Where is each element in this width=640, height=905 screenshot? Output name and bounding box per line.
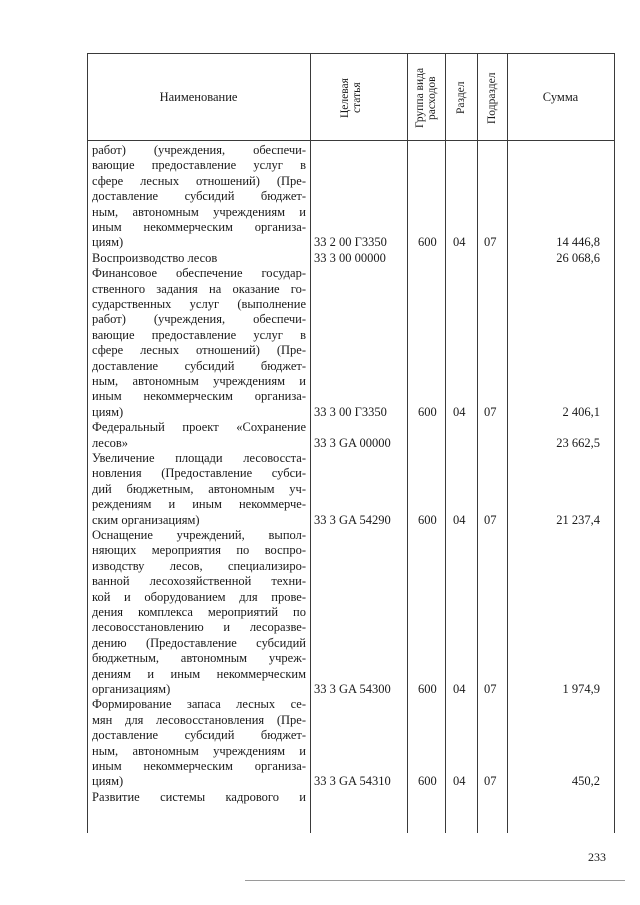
section-code: 04 (453, 235, 466, 250)
amount: 21 237,4 (556, 512, 600, 527)
entry-text-line: реждениям и иным некоммерче- (92, 497, 306, 512)
amount: 14 446,8 (556, 235, 600, 250)
subsection-code: 07 (484, 235, 497, 250)
amount: 23 662,5 (556, 435, 600, 450)
entry-text-line: иным некоммерческим организа- (92, 220, 306, 234)
target-code: 33 3 00 Г3350 (314, 404, 387, 419)
expense-group: 600 (418, 774, 437, 789)
entry-text-line: дий бюджетным, автономным уч- (92, 481, 306, 496)
subsection-code: 07 (484, 774, 497, 789)
entry-text-line: дениям и иным некоммерческим (92, 666, 306, 681)
entry-text-line: ным, автономным учреждениям и (92, 374, 306, 388)
entry-text-line: циям) (92, 404, 124, 419)
section-code: 04 (453, 404, 466, 419)
amount: 1 974,9 (562, 682, 600, 696)
entry-text-line: работ) (учреждения, обеспечи- (92, 312, 306, 327)
entry-text-line: ственного задания на оказание го- (92, 281, 306, 296)
header-name: Наименование (159, 90, 238, 104)
entry-text-line: Формирование запаса лесных се- (92, 697, 306, 712)
target-code: 33 3 GA 00000 (314, 435, 391, 450)
subsection-code: 07 (484, 682, 497, 696)
entry-text-line: циям) (92, 235, 124, 250)
header-expense-group: Группа вида расходов (414, 67, 438, 129)
entry-text-line: Оснащение учреждений, выпол- (92, 528, 306, 542)
table-divider-code (310, 53, 311, 833)
entry-text-line: доставление субсидий бюджет- (92, 358, 306, 373)
subsection-code: 07 (484, 404, 497, 419)
entry-text-line: новления (Предоставление субси- (92, 466, 306, 481)
entry-text-line: иным некоммерческим организа- (92, 389, 306, 404)
amount: 26 068,6 (556, 250, 600, 265)
entry-text-line: сударственных услуг (выполнение (92, 297, 306, 311)
entry-text-line: вающие предоставление услуг в (92, 158, 306, 173)
entry-text-line: кой и оборудованием для прове- (92, 589, 306, 604)
entry-text-line: Воспроизводство лесов (92, 250, 218, 265)
expense-group: 600 (418, 682, 437, 696)
entry-text-line: вающие предоставление услуг в (92, 327, 306, 342)
expense-group: 600 (418, 512, 437, 527)
header-section: Раздел (455, 81, 467, 115)
entry-text-line: ным, автономным учреждениям и (92, 743, 306, 758)
target-code: 33 2 00 Г3350 (314, 235, 387, 250)
target-code: 33 3 GA 54310 (314, 774, 391, 789)
entry-text-line: бюджетным, автономным учреж- (92, 651, 306, 666)
table-divider-subsection (477, 53, 478, 833)
header-target: Целевая статья (339, 78, 363, 118)
entry-text-line: мян для лесовосстановления (Пре- (92, 712, 306, 727)
amount: 2 406,1 (562, 404, 600, 419)
entry-text-line: изводству лесов, специализиро- (92, 558, 306, 573)
expense-group: 600 (418, 235, 437, 250)
entry-text-line: доставление субсидий бюджет- (92, 728, 306, 743)
entry-text-line: Развитие системы кадрового и (92, 789, 306, 804)
table-divider-section (445, 53, 446, 833)
section-code: 04 (453, 512, 466, 527)
target-code: 33 3 GA 54290 (314, 512, 391, 527)
entry-text-line: ным, автономным учреждениям и (92, 204, 306, 219)
table-border-left (87, 53, 88, 833)
table-header-border (87, 140, 614, 141)
entry-text-line: лесов» (92, 435, 129, 450)
target-code: 33 3 00 00000 (314, 250, 386, 265)
entry-text-line: доставление субсидий бюджет- (92, 189, 306, 204)
entry-text-line: сфере лесных отношений) (Пре- (92, 343, 306, 358)
entry-text-line: циям) (92, 774, 124, 789)
entry-text-line: иным некоммерческим организа- (92, 759, 306, 773)
amount: 450,2 (571, 774, 600, 789)
entry-text-line: Финансовое обеспечение государ- (92, 266, 306, 281)
subsection-code: 07 (484, 512, 497, 527)
table-divider-group (407, 53, 408, 833)
section-code: 04 (453, 774, 466, 789)
entry-text-line: лесовосстановлению и лесоразве- (92, 620, 306, 635)
entry-text-line: сфере лесных отношений) (Пре- (92, 173, 306, 188)
target-code: 33 3 GA 54300 (314, 682, 391, 696)
entry-text-line: Федеральный проект «Сохранение (92, 420, 306, 435)
table-top-border (87, 53, 614, 54)
table-border-right (614, 53, 615, 833)
header-sum: Сумма (542, 90, 579, 104)
entry-text-line: дения комплекса мероприятий по (92, 605, 306, 619)
header-subsection: Подраздел (486, 72, 498, 124)
entry-text-line: няющих мероприятия по воспро- (92, 543, 306, 558)
entry-text-line: Увеличение площади лесовосста- (92, 451, 306, 465)
entry-text-line: работ) (учреждения, обеспечи- (92, 143, 306, 157)
table-divider-sum (507, 53, 508, 833)
entry-text-line: дению (Предоставление субсидий (92, 635, 306, 650)
expense-group: 600 (418, 404, 437, 419)
section-code: 04 (453, 682, 466, 696)
entry-text-line: организациям) (92, 682, 171, 696)
footer-rule (245, 880, 625, 881)
page-number: 233 (588, 850, 606, 864)
entry-text-line: ским организациям) (92, 512, 200, 527)
entry-text-line: ванной лесохозяйственной техни- (92, 574, 306, 589)
